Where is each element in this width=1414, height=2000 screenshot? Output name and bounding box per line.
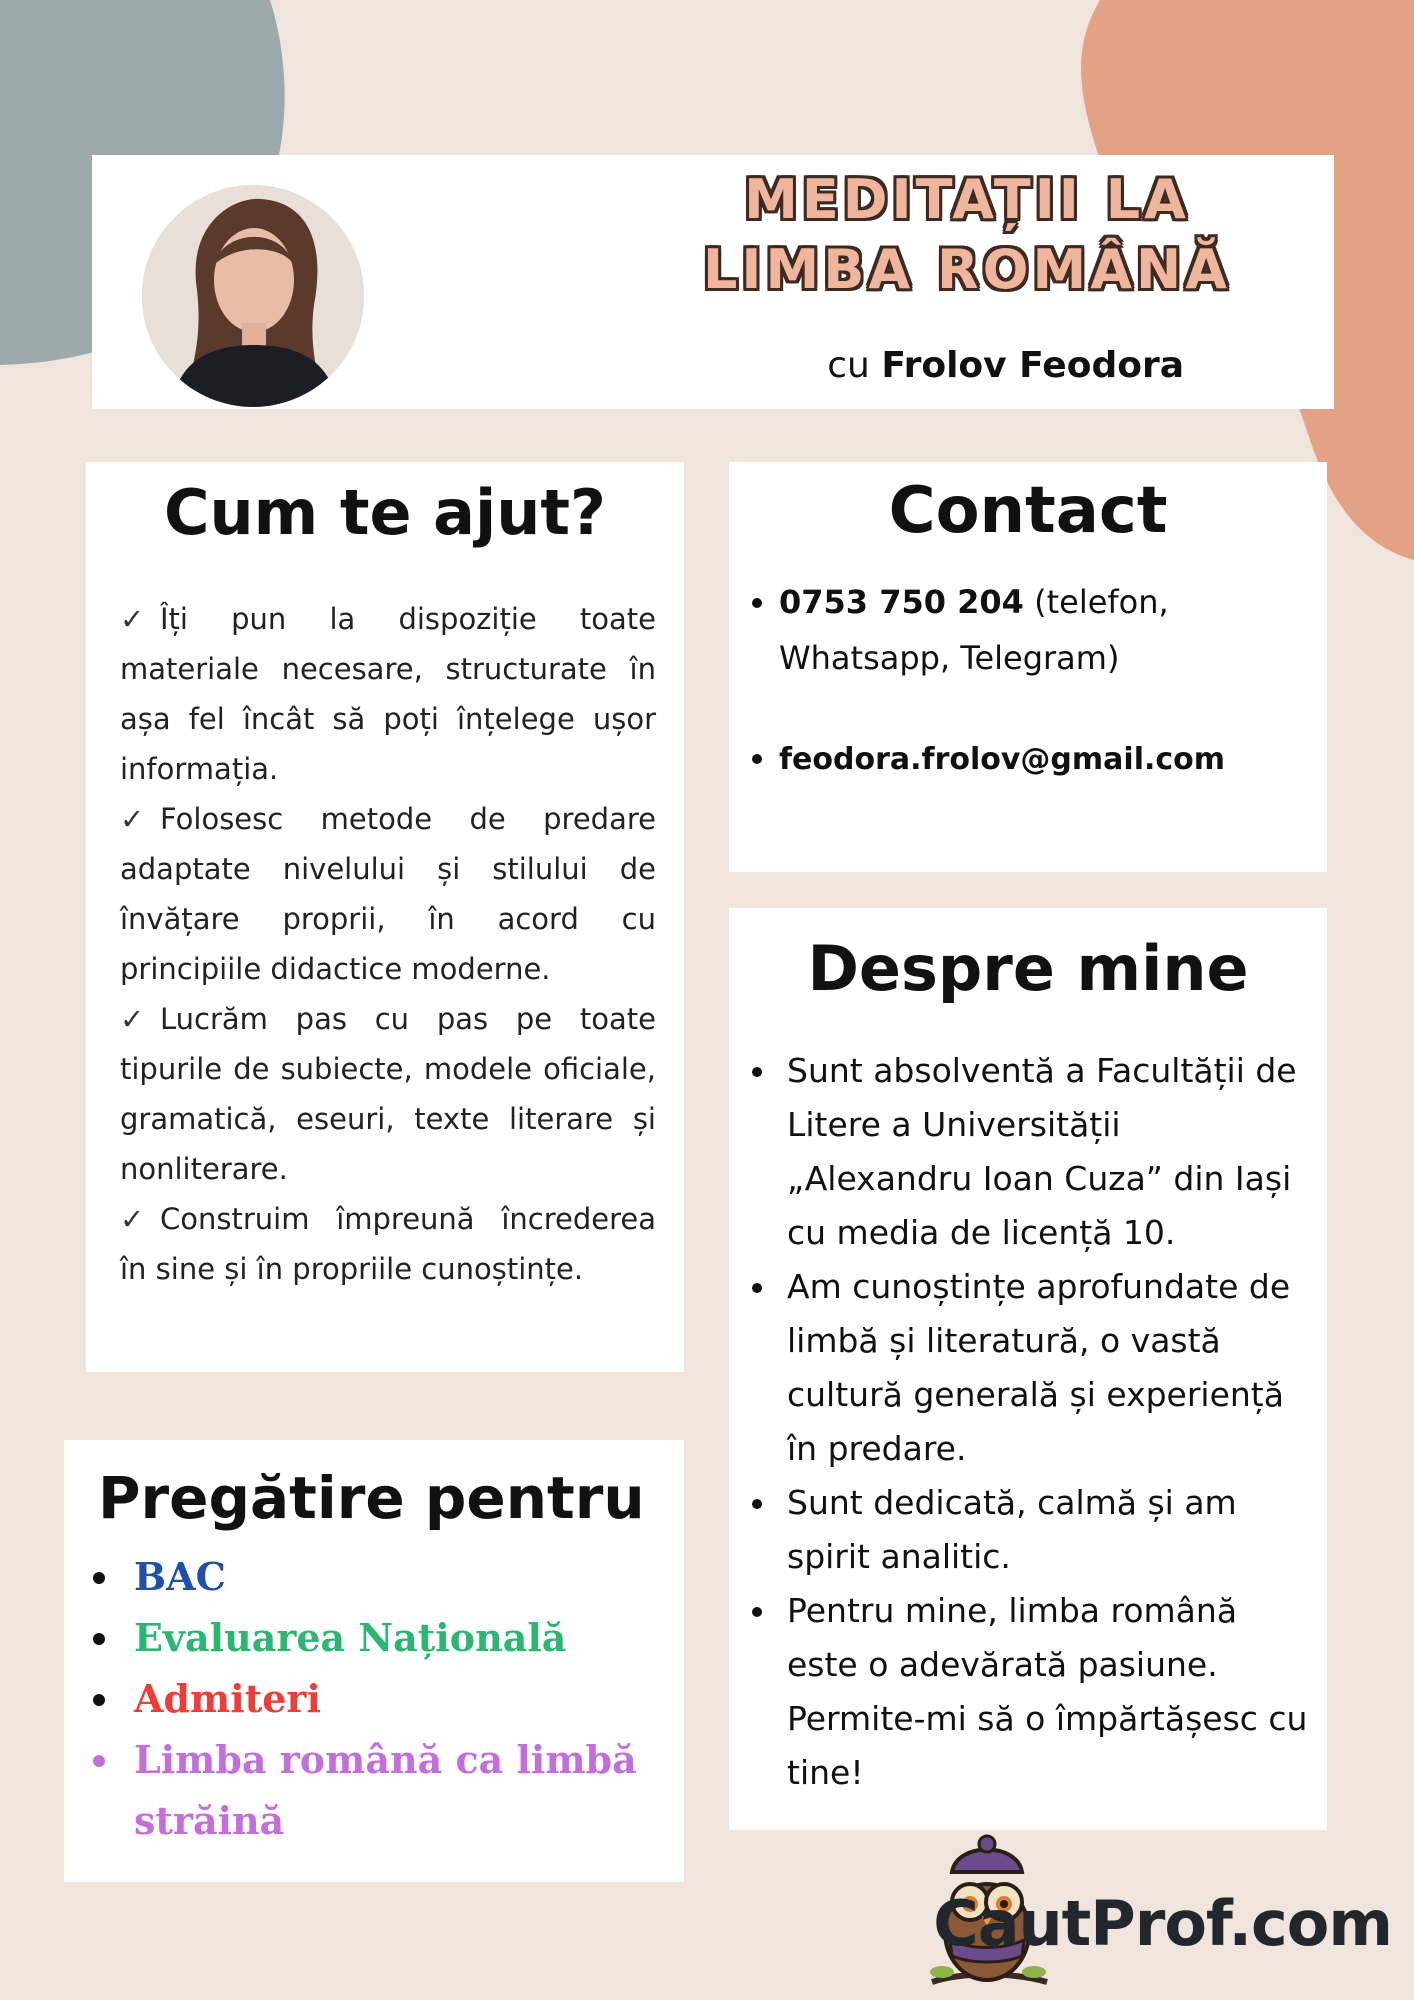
prep-list bbox=[64, 1546, 664, 1851]
contact-title: Contact bbox=[888, 474, 1168, 548]
phone-number[interactable]: 0753 750 204 bbox=[779, 583, 1024, 621]
page-title bbox=[552, 165, 1382, 305]
checkmark-icon: ✓ bbox=[120, 802, 145, 836]
contact-phone bbox=[779, 574, 1307, 686]
help-item: ✓ Construim împreună încrederea în sine și în propriile cunoștințe. bbox=[120, 1194, 656, 1294]
about-item: • Sunt dedicată, calmă și am spirit analitic. bbox=[779, 1476, 1309, 1584]
prep-title: Pregătire pentru bbox=[98, 1464, 645, 1532]
person-portrait-icon bbox=[142, 185, 364, 407]
prep-item-evaluare: • Evaluarea Națională bbox=[124, 1607, 664, 1668]
tutor-byline bbox=[827, 345, 1184, 386]
phone-note: (telefon, Whatsapp, Telegram) bbox=[779, 583, 1169, 677]
byline-prefix: cu bbox=[827, 345, 870, 386]
about-item: • Pentru mine, limba română este o adevărată pasiune. Permite-mi să o împărtășesc cu tine! bbox=[779, 1584, 1309, 1800]
prep-card bbox=[64, 1440, 684, 1882]
tutor-photo bbox=[142, 185, 364, 407]
header-card bbox=[92, 155, 1334, 409]
checkmark-icon: ✓ bbox=[120, 1202, 145, 1236]
help-list bbox=[120, 594, 656, 1294]
contact-card bbox=[729, 462, 1327, 872]
contact-list bbox=[729, 574, 1307, 788]
help-item: ✓ Folosesc metode de predare adaptate nivelului și stilului de învățare proprii, în acord cu principiile didactice moderne. bbox=[120, 794, 656, 994]
title-line-1: MEDITAȚII LA bbox=[744, 168, 1190, 231]
checkmark-icon: ✓ bbox=[120, 1002, 145, 1036]
checkmark-icon: ✓ bbox=[120, 602, 145, 636]
prep-item-lse: • Limba română ca limbă străină bbox=[124, 1729, 664, 1851]
about-title: Despre mine bbox=[807, 932, 1249, 1005]
help-item: ✓ Îți pun la dispoziție toate materiale necesare, structurate în așa fel încât să poți înțelege ușor informația. bbox=[120, 594, 656, 794]
help-item: ✓ Lucrăm pas cu pas pe toate tipurile de subiecte, modele oficiale, gramatică, eseuri, texte literare și nonliterare. bbox=[120, 994, 656, 1194]
prep-item-bac: • BAC bbox=[124, 1546, 664, 1607]
contact-email bbox=[779, 730, 1307, 788]
cautprof-logo-text[interactable]: CautProf.com bbox=[933, 1887, 1392, 1960]
title-line-2: LIMBA ROMÂNĂ bbox=[703, 238, 1231, 301]
about-item: • Am cunoștințe aprofundate de limbă și literatură, o vastă cultură generală și experiență în predare. bbox=[779, 1260, 1309, 1476]
help-title: Cum te ajut? bbox=[164, 476, 606, 549]
tutor-name: Frolov Feodora bbox=[881, 345, 1184, 386]
help-card bbox=[86, 462, 684, 1372]
prep-item-admiteri: • Admiteri bbox=[124, 1668, 664, 1729]
about-item: • Sunt absolventă a Facultății de Litere a Universității „Alexandru Ioan Cuza” din Iași cu media de licență 10. bbox=[779, 1044, 1309, 1260]
email-address[interactable]: feodora.frolov@gmail.com bbox=[779, 742, 1226, 777]
about-card bbox=[729, 908, 1327, 1830]
about-list bbox=[729, 1044, 1309, 1800]
